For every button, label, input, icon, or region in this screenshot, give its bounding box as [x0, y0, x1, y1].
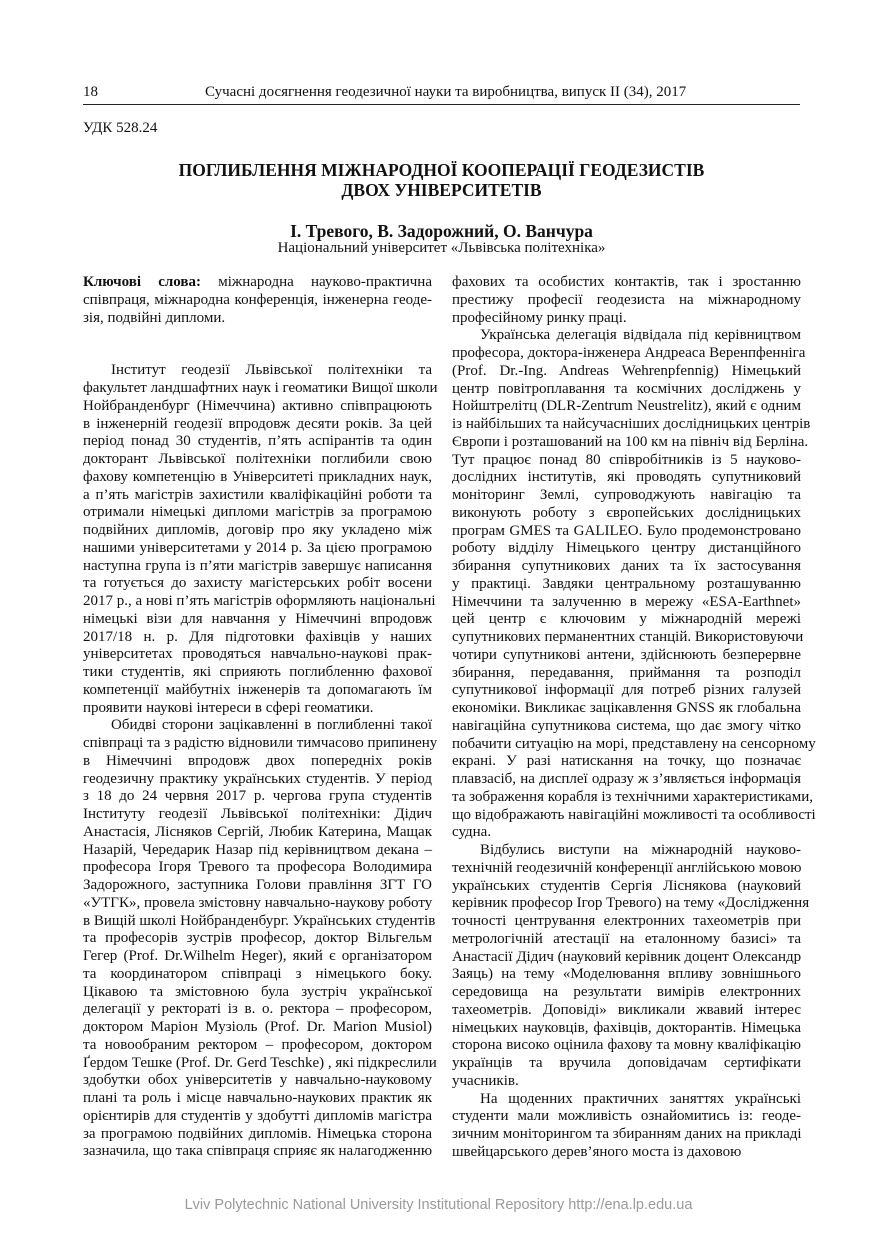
text-line: період понад 30 студентів, п’ять аспірантів та один	[83, 433, 432, 450]
text-line: Відбулись виступи на міжнародній науково-	[480, 842, 801, 858]
text-line: швейцарського дерев’яного моста із даховою	[452, 1143, 742, 1160]
paragraph	[452, 842, 810, 1091]
text-line: зазначила, що така співпраця сприяє як налагодженню	[83, 1143, 433, 1160]
text-line: зичним моніторингом та збиранням даних на прикладі	[452, 1126, 802, 1142]
text-line: середовища на результати вимірів електронних	[452, 984, 801, 1000]
paragraph	[452, 274, 801, 327]
text-line: що відображають навігаційні можливості та особливості	[452, 806, 816, 823]
text-line: в Німеччині впродовж двох попередніх років	[83, 752, 432, 769]
keywords	[83, 274, 432, 327]
text-line: Обидві сторони зацікавленні в поглибленні такої	[111, 717, 432, 734]
text-line: Назарій, Чередарик Назар під керівництвом декана –	[83, 841, 432, 858]
text-line: факультет ландшафтних наук і геоматики Вищої школи	[83, 380, 438, 396]
text-line: Анастасія, Лісняков Сергій, Любик Катерина, Мащак	[83, 823, 432, 840]
text-line: Нойштрелітц (DLR-Zentrum Neustrelitz), який є одним	[452, 398, 801, 415]
text-line: німецьких науковців, фахівців, докторантів. Німецька	[452, 1019, 801, 1036]
text-line: тики студентів, які сприяють поглибленню фахової	[83, 664, 432, 680]
text-line: центр повітроплавання та космічних досліджень у	[452, 380, 801, 397]
text-line: в Вищій школі Нойбранденбург. Українських студентів	[83, 912, 436, 929]
text-line: та новообраним ректором – професором, доктором	[83, 1036, 432, 1053]
text-line: учасників.	[452, 1072, 519, 1089]
text-line: Інституту геодезії Львівської політехніки: Дідич	[83, 806, 432, 822]
text-line: екрані. У разі натискання на точку, що позначає	[452, 753, 801, 770]
article-title	[83, 160, 800, 200]
right-column	[452, 274, 816, 1162]
text-line: з 18 до 24 червня 2017 р. чергова група студентів	[83, 788, 432, 805]
text-line: подвійних дипломів, договір про яку укладено між	[83, 522, 432, 538]
text-line: а п’ять магістрів захистили кваліфікаційні роботи та	[83, 486, 432, 503]
text-line: компетенції майбутніх інженерів та допомагають їм	[83, 681, 432, 698]
repository-footer: Lviv Polytechnic National University Institutional Repository http://ena.lp.edu.ua	[184, 1197, 693, 1213]
text-line: плані та роль і місце навчально-наукових практик як	[83, 1090, 432, 1106]
text-line: Ґердом Тешке (Prof. Dr. Gerd Teschke) , які підкреслили	[83, 1054, 437, 1071]
text-line: технічній геодезичній конференції англійською мовою	[452, 859, 802, 876]
text-line: Задорожного, заступника Голови правління ЗГТ ГО	[83, 877, 432, 893]
title-line: ДВОХ УНІВЕРСИТЕТІВ	[341, 180, 542, 200]
text-line: фахову компетенцію в Університеті прикладних наук,	[83, 468, 432, 485]
left-column	[83, 274, 438, 1161]
paragraph	[452, 327, 816, 842]
text-line: програм GMES та GALILEO. Було продемонстровано	[452, 522, 801, 539]
title-line: ПОГЛИБЛЕННЯ МІЖНАРОДНОЇ КООПЕРАЦІЇ ГЕОДЕЗИСТІВ	[178, 160, 705, 180]
text-line: німецькі візи для навчання у Німеччині впродовж	[83, 610, 432, 627]
text-line: Нойбранденбург (Німеччина) активно співпрацюють	[83, 397, 432, 414]
text-line: Гегер (Prof. Dr.Wilhelm Heger), який є організатором	[83, 948, 432, 964]
text-line: в інженерній геодезії впродовж десяти років. За цей	[83, 415, 432, 432]
text-line: університетах проводяться навчально-наукові прак-	[83, 646, 432, 663]
keywords-text: міжнародна науково-практична	[201, 274, 432, 290]
text-line: виконують роботу з європейських дослідницьких	[452, 504, 801, 521]
text-line: точності центрування електронних тахеометрів при	[452, 913, 801, 929]
text-line: Українська делегація відвідала під керівництвом	[480, 327, 801, 344]
text-line: чотири супутникові антени, здійснюють безперервне	[452, 646, 801, 663]
text-line: цей центр є ключовим у міжнародній мережі	[452, 611, 801, 628]
authors: І. Тревого, В. Задорожний, О. Ванчура	[290, 221, 593, 241]
paragraph	[83, 717, 438, 1161]
text-line: доктором Маріон Музіоль (Prof. Dr. Marion Musiol)	[83, 1019, 432, 1035]
text-line: українських студентів Сергія Ліснякова (науковий	[452, 877, 801, 894]
text-line	[83, 274, 432, 292]
text-line: професора Ігоря Тревого та професора Володимира	[83, 859, 432, 876]
text-line: 2017 р., а нові п’ять магістрів оформляють національні	[83, 593, 436, 609]
journal-title: Сучасні досягнення геодезичної науки та виробництва, випуск ІІ (34), 2017	[205, 84, 687, 100]
text-line: збирання супутникових даних та їх застосування	[452, 558, 801, 574]
text-line: наступна група із п’яти магістрів завершує написання	[83, 557, 432, 574]
paragraph	[452, 1091, 801, 1162]
text-line: престижу професії геодезиста на міжнародному	[452, 291, 801, 308]
text-line: 2017/18 н. р. Для підготовки фахівців у наших	[83, 628, 432, 645]
text-line: (Prof. Dr.-Ing. Andreas Wehrenpfennig) Німецький	[452, 362, 801, 379]
text-line: Тут працює понад 80 співробітників із 5 науково-	[452, 451, 801, 468]
text-line: та професорів зустрів професор, доктор Вільгельм	[83, 930, 432, 947]
text-line: На щоденних практичних заняттях українські	[480, 1090, 801, 1107]
text-line: за програмою подвійних дипломів. Німецька сторона	[83, 1125, 432, 1142]
text-line: отримали німецькі дипломи магістрів за програмою	[83, 504, 432, 521]
text-line: збирання, передавання, приймання та розподіл	[452, 664, 801, 681]
text-line: метрологічній атестації на еталонному базисі» та	[452, 930, 801, 947]
text-line: Європи і розташований на 100 км на північ від Берліна.	[452, 433, 809, 450]
text-line: геодезичну практику українських студентів. У період	[83, 770, 432, 787]
text-line: делегації у ректораті із в. о. ректора – професором,	[83, 1001, 432, 1018]
text-line: моніторинг Землі, супроводжують навігацію та	[452, 487, 801, 503]
text-line: економіки. Викликає зацікавлення GNSS як глобальна	[452, 700, 801, 716]
text-line: орієнтирів для студентів у здобутті дипломів магістра	[83, 1107, 432, 1124]
text-line: студенти мали можливість ознайомитись із: геоде-	[452, 1108, 801, 1125]
text-line: Цікавою та змістовною була зустріч української	[83, 983, 432, 1000]
text-line: професійному ринку праці.	[452, 309, 627, 326]
text-line: супутникової інформації для потреб різних галузей	[452, 682, 801, 699]
text-line: Заяць) на тему «Моделювання впливу зовнішнього	[452, 966, 801, 983]
text-line: здобутки обох університетів у навчально-науковому	[83, 1072, 432, 1089]
text-line: тахеометрів. Доповіді» викликали жвавий інтерес	[452, 1001, 801, 1018]
text-line: докторант Львівської політехніки поглибили свою	[83, 451, 432, 467]
text-line: із найбільших та найсучасніших дослідницьких центрів	[452, 416, 811, 432]
running-header	[83, 84, 800, 105]
text-line: співпраця, міжнародна конференція, інженерна геоде-	[83, 291, 432, 308]
text-line: «УТГК», провела змістовну навчально-наукову роботу	[83, 894, 433, 911]
page-number: 18	[83, 84, 98, 100]
text-line: плавзасіб, на дисплеї одразу ж з’являється інформація	[452, 771, 801, 787]
text-line: фахових та особистих контактів, так і зростанню	[452, 274, 801, 290]
text-line: роботу відділу Німецького центру дистанційного	[452, 540, 801, 557]
text-line: сторона високо оцінила фахову та мовну кваліфікацію	[452, 1037, 801, 1054]
text-line: зія, подвійні дипломи.	[83, 309, 226, 326]
text-line: та зображення корабля із технічними характеристиками,	[452, 788, 813, 805]
text-line: супутникових перманентних станцій. Використовуючи	[452, 629, 804, 645]
text-line: керівник професор Ігор Тревого) на тему «Дослідження	[452, 895, 810, 912]
text-line: дослідних інститутів, які проводять супутниковий	[452, 469, 801, 486]
text-line: Німеччини та залученню в мережу «ESA-Earthnet»	[452, 593, 801, 610]
text-line: проявити наукові інтереси в сфері геоматики.	[83, 699, 374, 716]
affiliation: Національний університет «Львівська політехніка»	[277, 240, 606, 256]
text-line: навігаційна супутникова система, що дає змогу чітко	[452, 717, 801, 734]
text-line: Інститут геодезії Львівської політехніки та	[111, 362, 432, 379]
text-line: професора, доктора-інженера Андреаса Веренпфенніга	[452, 345, 806, 361]
text-line: Анастасії Дідич (науковий керівник доцент Олександр	[452, 948, 802, 965]
text-line: та готується до захисту магістерських робіт восени	[83, 575, 432, 592]
text-line: побачити ситуацію на морі, представлену на сенсорному	[452, 735, 816, 752]
paragraph	[83, 362, 438, 717]
text-line: судна.	[452, 824, 492, 841]
text-line: та координатором співпраці з німецького боку.	[83, 965, 432, 982]
text-line: у практиці. Завдяки центральному розташуванню	[452, 575, 801, 592]
text-line: співпраці та з радістю відновили тимчасово припинену	[83, 735, 438, 751]
udk-code: УДК 528.24	[83, 120, 158, 136]
text-line: нашими університетами у 2014 р. За цією програмою	[83, 539, 432, 556]
text-line: українців та вручила доповідачам сертифікати	[452, 1055, 801, 1071]
keywords-label: Ключові слова:	[83, 274, 202, 290]
